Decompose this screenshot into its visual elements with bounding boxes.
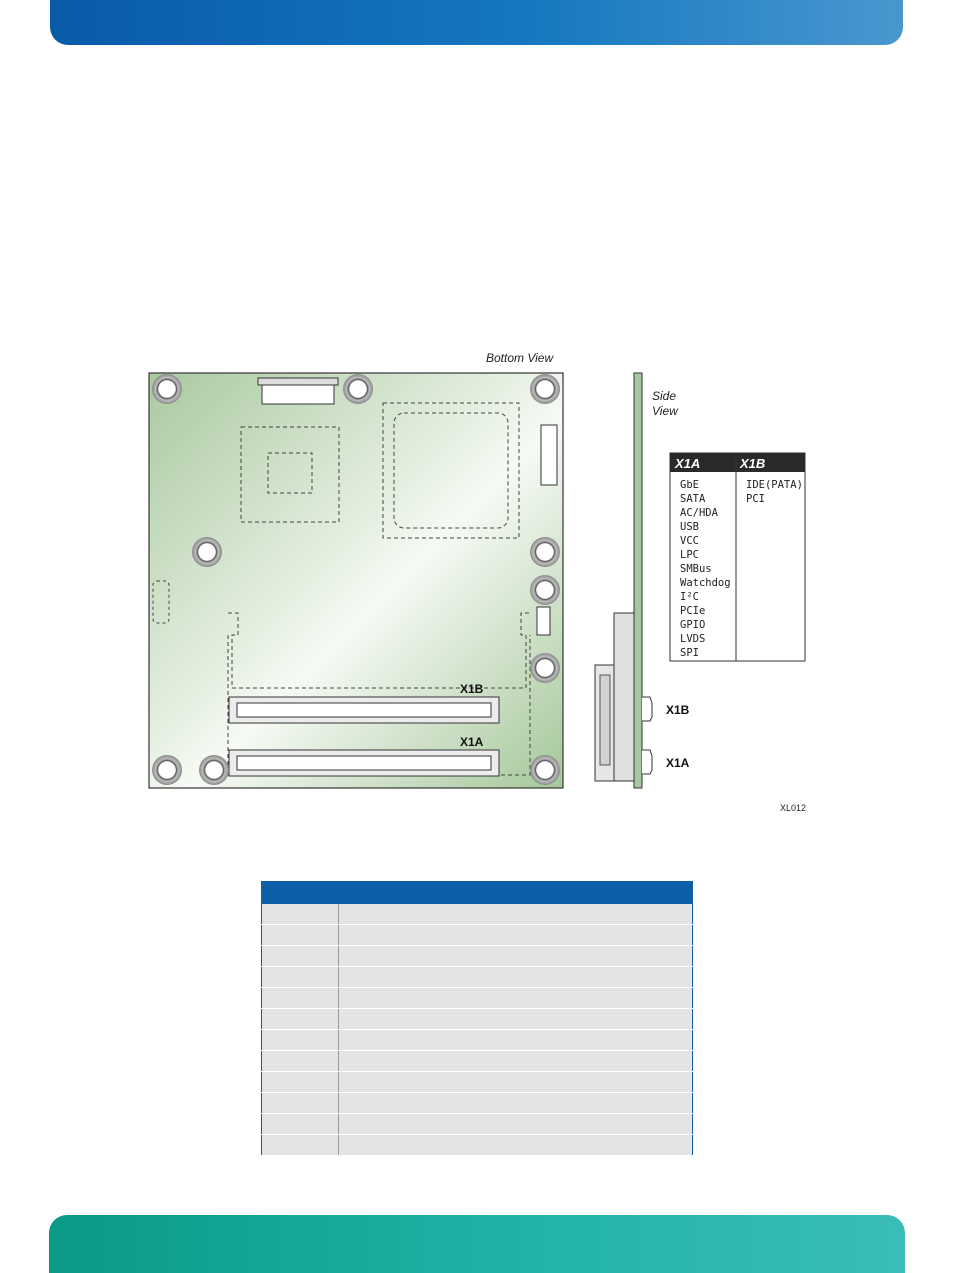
table-cell	[339, 925, 693, 946]
table-row	[262, 967, 693, 988]
table-row	[262, 904, 693, 925]
interface-item: LVDS	[680, 633, 706, 645]
table-cell	[339, 946, 693, 967]
interface-item: SPI	[680, 647, 699, 659]
table-row	[262, 1030, 693, 1051]
side-view-label-1: Side	[652, 389, 677, 403]
table-cell	[262, 946, 339, 967]
side-x1a-label: X1A	[666, 756, 690, 770]
table-cell	[262, 1072, 339, 1093]
interface-item: I²C	[680, 591, 699, 603]
x1a-header: X1A	[675, 456, 701, 471]
interface-item: IDE(PATA)	[746, 479, 803, 491]
reference-code: XL012	[780, 803, 807, 813]
table-cell	[262, 1051, 339, 1072]
table-cell	[262, 1009, 339, 1030]
table-cell	[262, 925, 339, 946]
board-figure	[140, 345, 820, 820]
table-cell	[339, 1135, 693, 1156]
table-row	[262, 1009, 693, 1030]
interface-item: LPC	[680, 549, 699, 561]
table-row	[262, 925, 693, 946]
table-cell	[262, 1135, 339, 1156]
table-header-row	[262, 882, 693, 905]
pcb-bottom-view	[149, 373, 563, 788]
interface-item: PCIe	[680, 605, 706, 617]
interface-item: AC/HDA	[680, 507, 718, 519]
table-cell	[339, 1093, 693, 1114]
table-cell	[339, 967, 693, 988]
table-row	[262, 1093, 693, 1114]
header-band	[50, 0, 903, 45]
table-cell	[262, 1030, 339, 1051]
interface-item: VCC	[680, 535, 699, 547]
side-x1b-label: X1B	[666, 703, 690, 717]
table-row	[262, 1072, 693, 1093]
table-header-cell	[339, 882, 693, 905]
interface-item: USB	[680, 521, 699, 533]
table-row	[262, 988, 693, 1009]
interface-item: Watchdog	[680, 577, 731, 589]
interface-item: GbE	[680, 479, 699, 491]
interface-table	[670, 453, 805, 661]
table-header-cell	[262, 882, 339, 905]
table-row	[262, 1114, 693, 1135]
interface-item: PCI	[746, 493, 765, 505]
interface-item: GPIO	[680, 619, 706, 631]
interface-item: SATA	[680, 493, 706, 505]
x1b-label: X1B	[460, 682, 484, 696]
board-diagram	[140, 345, 820, 820]
table-row	[262, 1135, 693, 1156]
table-cell	[339, 1114, 693, 1135]
table-cell	[339, 988, 693, 1009]
table-cell	[339, 1051, 693, 1072]
footer-band	[49, 1215, 905, 1273]
interface-item: SMBus	[680, 563, 712, 575]
table-cell	[339, 904, 693, 925]
table-row	[262, 1051, 693, 1072]
side-view-label-2: View	[652, 404, 678, 418]
table-cell	[339, 1072, 693, 1093]
table-cell	[262, 1114, 339, 1135]
connector-table	[261, 881, 693, 1156]
table-cell	[262, 988, 339, 1009]
table-cell	[339, 1030, 693, 1051]
table-cell	[262, 967, 339, 988]
table-row	[262, 946, 693, 967]
table-cell	[339, 1009, 693, 1030]
x1a-label: X1A	[460, 735, 484, 749]
bottom-view-label: Bottom View	[486, 351, 554, 365]
x1b-header: X1B	[740, 456, 766, 471]
table-cell	[262, 1093, 339, 1114]
pcb-side-view	[634, 373, 642, 788]
table-cell	[262, 904, 339, 925]
